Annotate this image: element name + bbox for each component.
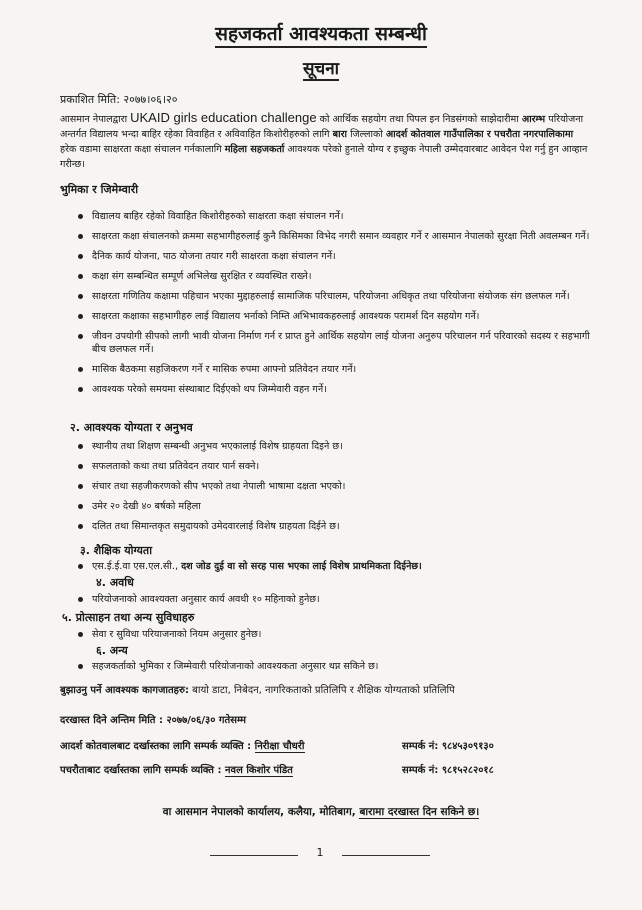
other-heading: ६. अन्य: [96, 644, 128, 657]
intro-paragraph: आसमान नेपालद्वारा UKAID girls education challenge को आर्थिक सहयोग तथा पिपल इन निडसंगको साझेदारीमा आरम्भ परियोजना अन्तर्गत विद्यालय भन्दा बाहिर रहेका विवाहित र अविवाहित किशोरीहरुको लागि बारा जिल्लाको आदर्श कोतवाल गाउँपालिका र पचरौता नगरपालिकामा हरेक वडामा साक्षरता कक्षा संचालन गर्नकालागि महिला सहजकर्ता आवश्यक परेको हुनाले योग्य र इच्छुक नेपाली उम्मेदवारबाट आवेदन पेश गर्नु हुन आव्हान गरीन्छ।: [60, 110, 588, 170]
list-item: एस.ई.ई.वा एस.एल.सी., दश जोड दुई वा सो सरह पास भएका लाई विशेष प्राथमिकता दिईनेछ।: [78, 560, 618, 573]
list-item: दैनिक कार्य योजना, पाठ योजना तयार गरी साक्षरता कक्षा संचालन गर्ने।: [78, 250, 598, 263]
list-item: स्थानीय तथा शिक्षण सम्बन्धी अनुभव भएकालाई विशेष ग्राहयता दिइने छ।: [78, 440, 598, 453]
list-item: दलित तथा सिमान्तकृत समुदायको उमेदवारलाई विशेष ग्राहयता दिईने छ।: [78, 520, 598, 533]
notice-title: सहजकर्ता आवश्यकता सम्बन्धी: [0, 20, 642, 46]
roles-heading: भुमिका र जिमेम्वारी: [60, 183, 139, 196]
list-item: साक्षरता कक्षा संचालनको क्रममा सहभागीहरुलाई कुनै किसिमका विभेद नगरी समान व्यवहार गर्ने र आसमान नेपालको सुरक्षा निती अवलम्बन गर्ने।: [78, 230, 598, 243]
page-number-row: [210, 846, 430, 866]
list-item: साक्षरता कक्षाका सहभागीहरु लाई विद्यालय भर्नाको निम्ति अभिभावकहरुलाई आवश्यक परामर्श दिन सहयोग गर्ने।: [78, 310, 598, 323]
list-item: सेवा र सुविधा परियाजनाको नियम अनुसार हुनेछ।: [78, 628, 598, 641]
list-item: परियोजनाको आवश्यक्ता अनुसार कार्य अवधी १० महिनाको हुनेछ।: [78, 593, 598, 606]
divider: [210, 855, 298, 856]
deadline: दरखास्त दिने अन्तिम मिति : २०७७/०६/३० गतेसम्म: [60, 715, 246, 726]
list-item: कक्षा संग सम्बन्धित सम्पूर्ण अभिलेख सुरक्षित र व्यवस्थित राख्ने।: [78, 270, 598, 283]
page-number: 1: [316, 846, 324, 859]
list-item: मासिक बैठकमा सहजिकरण गर्ने र मासिक रुपमा आफ्नो प्रतिवेदन तयार गर्ने।: [78, 363, 598, 376]
education-list: [78, 560, 618, 580]
list-item: विद्यालय बाहिर रहेको विवाहित किशोरीहरुको साक्षरता कक्षा संचालन गर्ने।: [78, 210, 598, 223]
required-documents: बुझाउनु पर्ने आवश्यक कागजातहरु: बायो डाटा, निबेदन, नागरिकताको प्रतिलिपि र शैक्षिक योग्यताको प्रतिलिपि: [60, 685, 455, 696]
divider: [342, 855, 430, 856]
facilities-heading: ५. प्रोत्साहन तथा अन्य सुविधाहरु: [62, 611, 195, 624]
list-item: उमेर २० देखी ४० बर्षको महिला: [78, 500, 598, 513]
list-item: साक्षरता गणितिय कक्षामा पहिचान भएका मुद्दाहरुलाई सामाजिक परिचालम, परियोजना अधिकृत तथा परियोजना संयोजक संग छलफल गर्ने।: [78, 290, 598, 303]
list-item: सहजकर्ताको भुमिका र जिम्मेवारी परियोजनाको आवश्यकता अनुसार थप्न सकिने छ।: [78, 660, 598, 673]
published-date: प्रकाशित मिति: २०७७।०६।२०: [60, 93, 178, 106]
contact-phone-pachrauta: सम्पर्क नं: ९८१५२८२०१८: [402, 765, 494, 776]
experience-list: [78, 440, 598, 540]
list-item: आवश्यक परेको समयमा संस्थाबाट दिईएको थप जिम्मेवारी वहन गर्ने।: [78, 383, 598, 396]
notice-subtitle: सूचना: [302, 59, 340, 79]
duration-heading: ४. अवधि: [96, 576, 134, 589]
list-item: सफलताको कथा तथा प्रतिवेदन तयार पार्न सक्ने।: [78, 460, 598, 473]
list-item: संचार तथा सहजीकरणको सीप भएको तथा नेपाली भाषामा दक्षता भएको।: [78, 480, 598, 493]
contact-adarsha-kotwal: आदर्श कोतवालबाट दर्खास्तका लागि सम्पर्क व्यक्ति : निरीक्षा चौधरी: [60, 741, 305, 752]
list-item: जीवन उपयोगी सीपको लागी भावी योजना निर्माण गर्न र प्राप्त हुने आर्थिक सहयोग लाई योजना अनुरुप परिचालन गर्न परिवारको सदस्य र सहभागी बीच छलफल गर्ने।: [78, 330, 598, 356]
experience-heading: २. आवश्यक योग्यता र अनुभव: [70, 421, 193, 434]
education-heading: ३. शैक्षिक योग्यता: [80, 544, 153, 557]
roles-list: [78, 210, 598, 403]
facilities-list: [78, 628, 598, 648]
contact-pachrauta: पचरौताबाट दर्खास्तका लागि सम्पर्क व्यक्ति : नवल किशोर पंडित: [60, 765, 293, 776]
contact-phone-adarsha-kotwal: सम्पर्क नं: ९८४५३०९१३०: [402, 741, 494, 752]
office-footer: वा आसमान नेपालको कार्यालय, कलैया, मोतिबाग, बारामा दरखास्त दिन सकिने छ।: [162, 806, 480, 818]
funder-name: UKAID girls education challenge: [130, 110, 317, 125]
other-list: [78, 660, 598, 680]
